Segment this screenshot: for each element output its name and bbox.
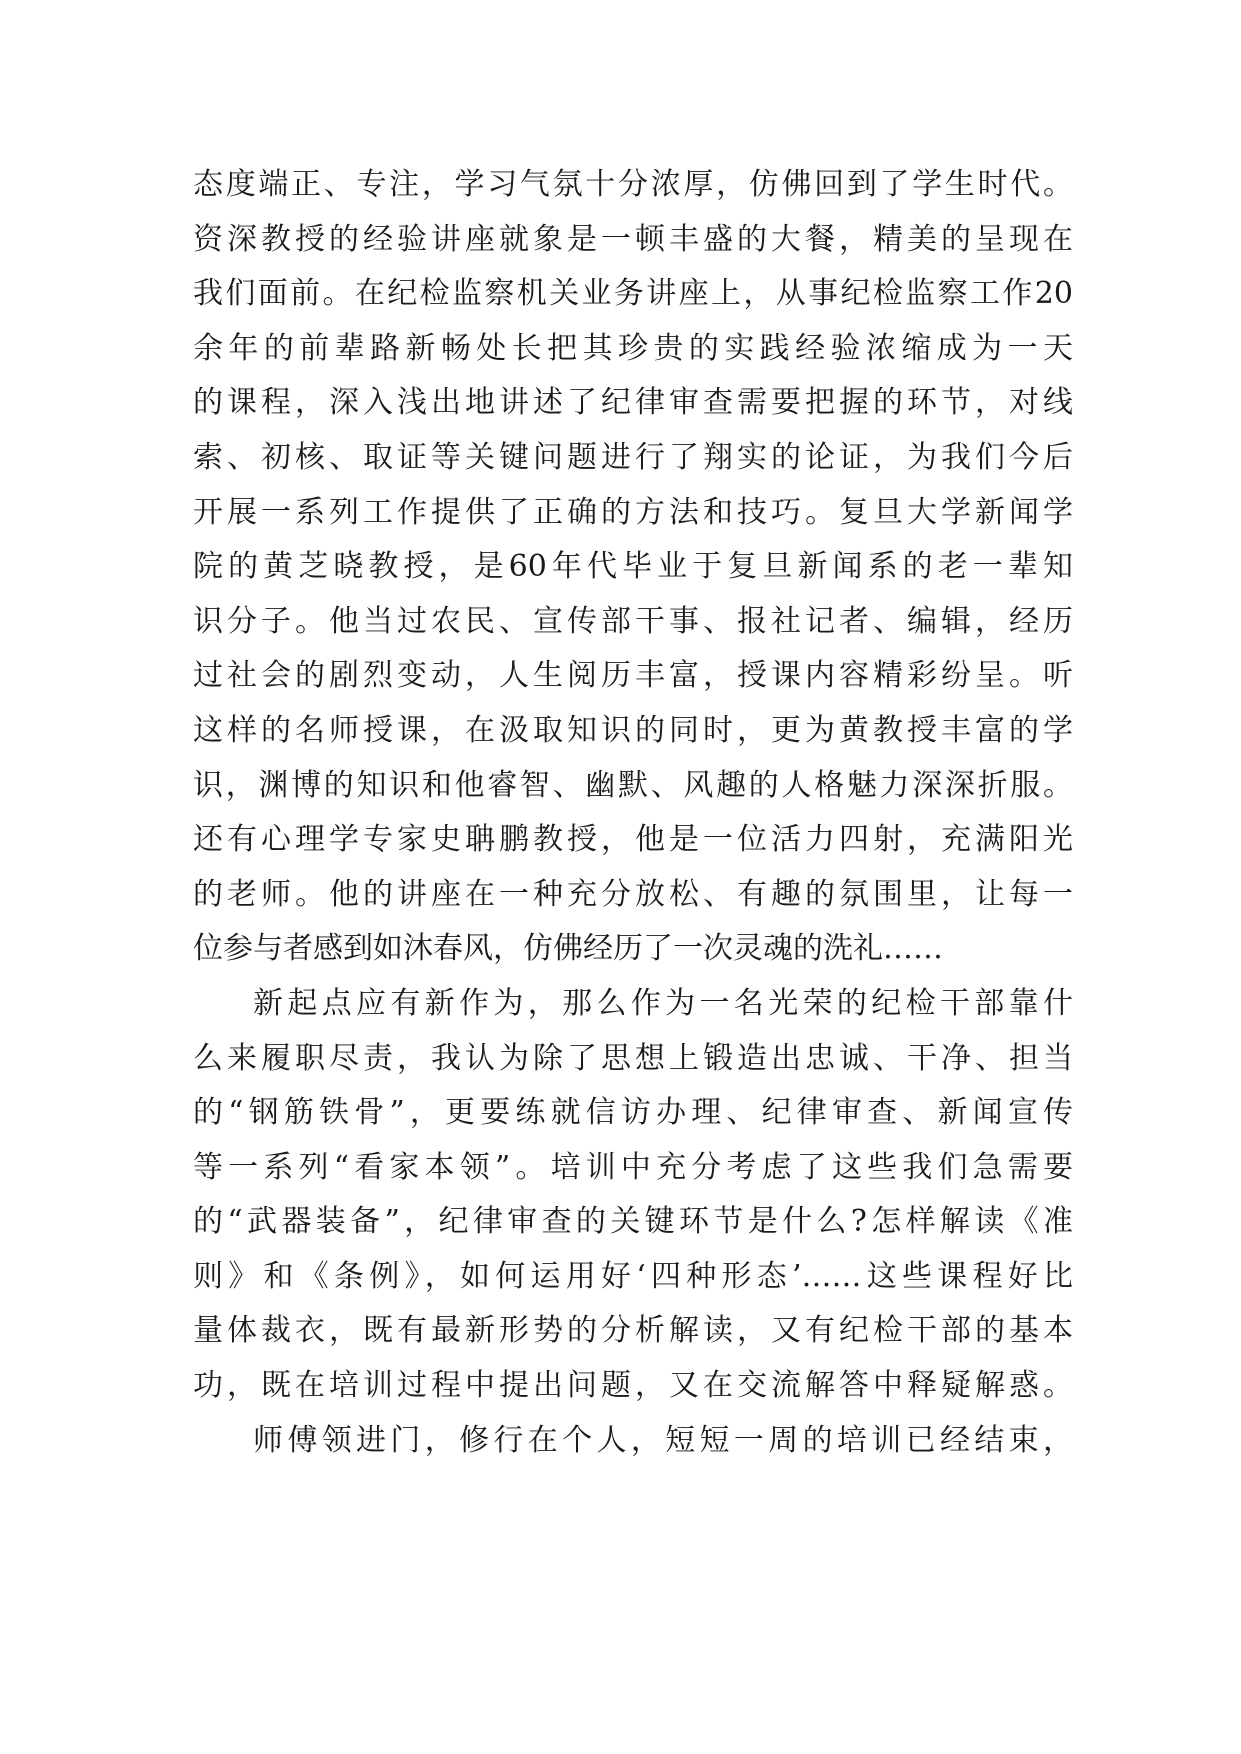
text-line: 么来履职尽责，我认为除了思想上锻造出忠诚、干净、担当: [193, 1040, 1073, 1076]
text-line: 师傅领进门，修行在个人，短短一周的培训已经结束，: [253, 1422, 1073, 1458]
text-line: 索、初核、取证等关键问题进行了翔实的论证，为我们今后: [193, 439, 1073, 475]
text-line: 资深教授的经验讲座就象是一顿丰盛的大餐，精美的呈现在: [193, 221, 1073, 257]
text-line: 我们面前。在纪检监察机关业务讲座上，从事纪检监察工作20: [193, 276, 1073, 312]
text-line: 新起点应有新作为，那么作为一名光荣的纪检干部靠什: [253, 985, 1073, 1021]
text-line: 等一系列“看家本领”。培训中充分考虑了这些我们急需要: [193, 1149, 1073, 1185]
text-line: 院的黄芝晓教授，是60年代毕业于复旦新闻系的老一辈知: [193, 549, 1073, 585]
text-line: 的课程，深入浅出地讲述了纪律审查需要把握的环节，对线: [193, 385, 1073, 421]
text-line: 余年的前辈路新畅处长把其珍贵的实践经验浓缩成为一天: [193, 330, 1073, 366]
text-line: 位参与者感到如沐春风，仿佛经历了一次灵魂的洗礼……: [193, 931, 943, 967]
text-line: 的“武器装备”，纪律审查的关键环节是什么?怎样解读《准: [193, 1204, 1073, 1240]
text-line: 的“钢筋铁骨”，更要练就信访办理、纪律审查、新闻宣传: [193, 1095, 1073, 1131]
text-line: 则》和《条例》，如何运用好‘四种形态’……这些课程好比: [193, 1258, 1073, 1294]
text-line: 过社会的剧烈变动，人生阅历丰富，授课内容精彩纷呈。听: [193, 658, 1073, 694]
text-line: 量体裁衣，既有最新形势的分析解读，又有纪检干部的基本: [193, 1313, 1073, 1349]
body-text: [193, 158, 1073, 1468]
text-line: 还有心理学专家史聃鹏教授，他是一位活力四射，充满阳光: [193, 822, 1073, 858]
text-line: 识分子。他当过农民、宣传部干事、报社记者、编辑，经历: [193, 603, 1073, 639]
text-line: 开展一系列工作提供了正确的方法和技巧。复旦大学新闻学: [193, 494, 1073, 530]
text-line: 这样的名师授课，在汲取知识的同时，更为黄教授丰富的学: [193, 712, 1073, 748]
text-line: 功，既在培训过程中提出问题，又在交流解答中释疑解惑。: [193, 1368, 1073, 1404]
text-line: 的老师。他的讲座在一种充分放松、有趣的氛围里，让每一: [193, 876, 1073, 912]
text-line: 识，渊博的知识和他睿智、幽默、风趣的人格魅力深深折服。: [193, 767, 1073, 803]
text-line: 态度端正、专注，学习气氛十分浓厚，仿佛回到了学生时代。: [193, 167, 1073, 202]
